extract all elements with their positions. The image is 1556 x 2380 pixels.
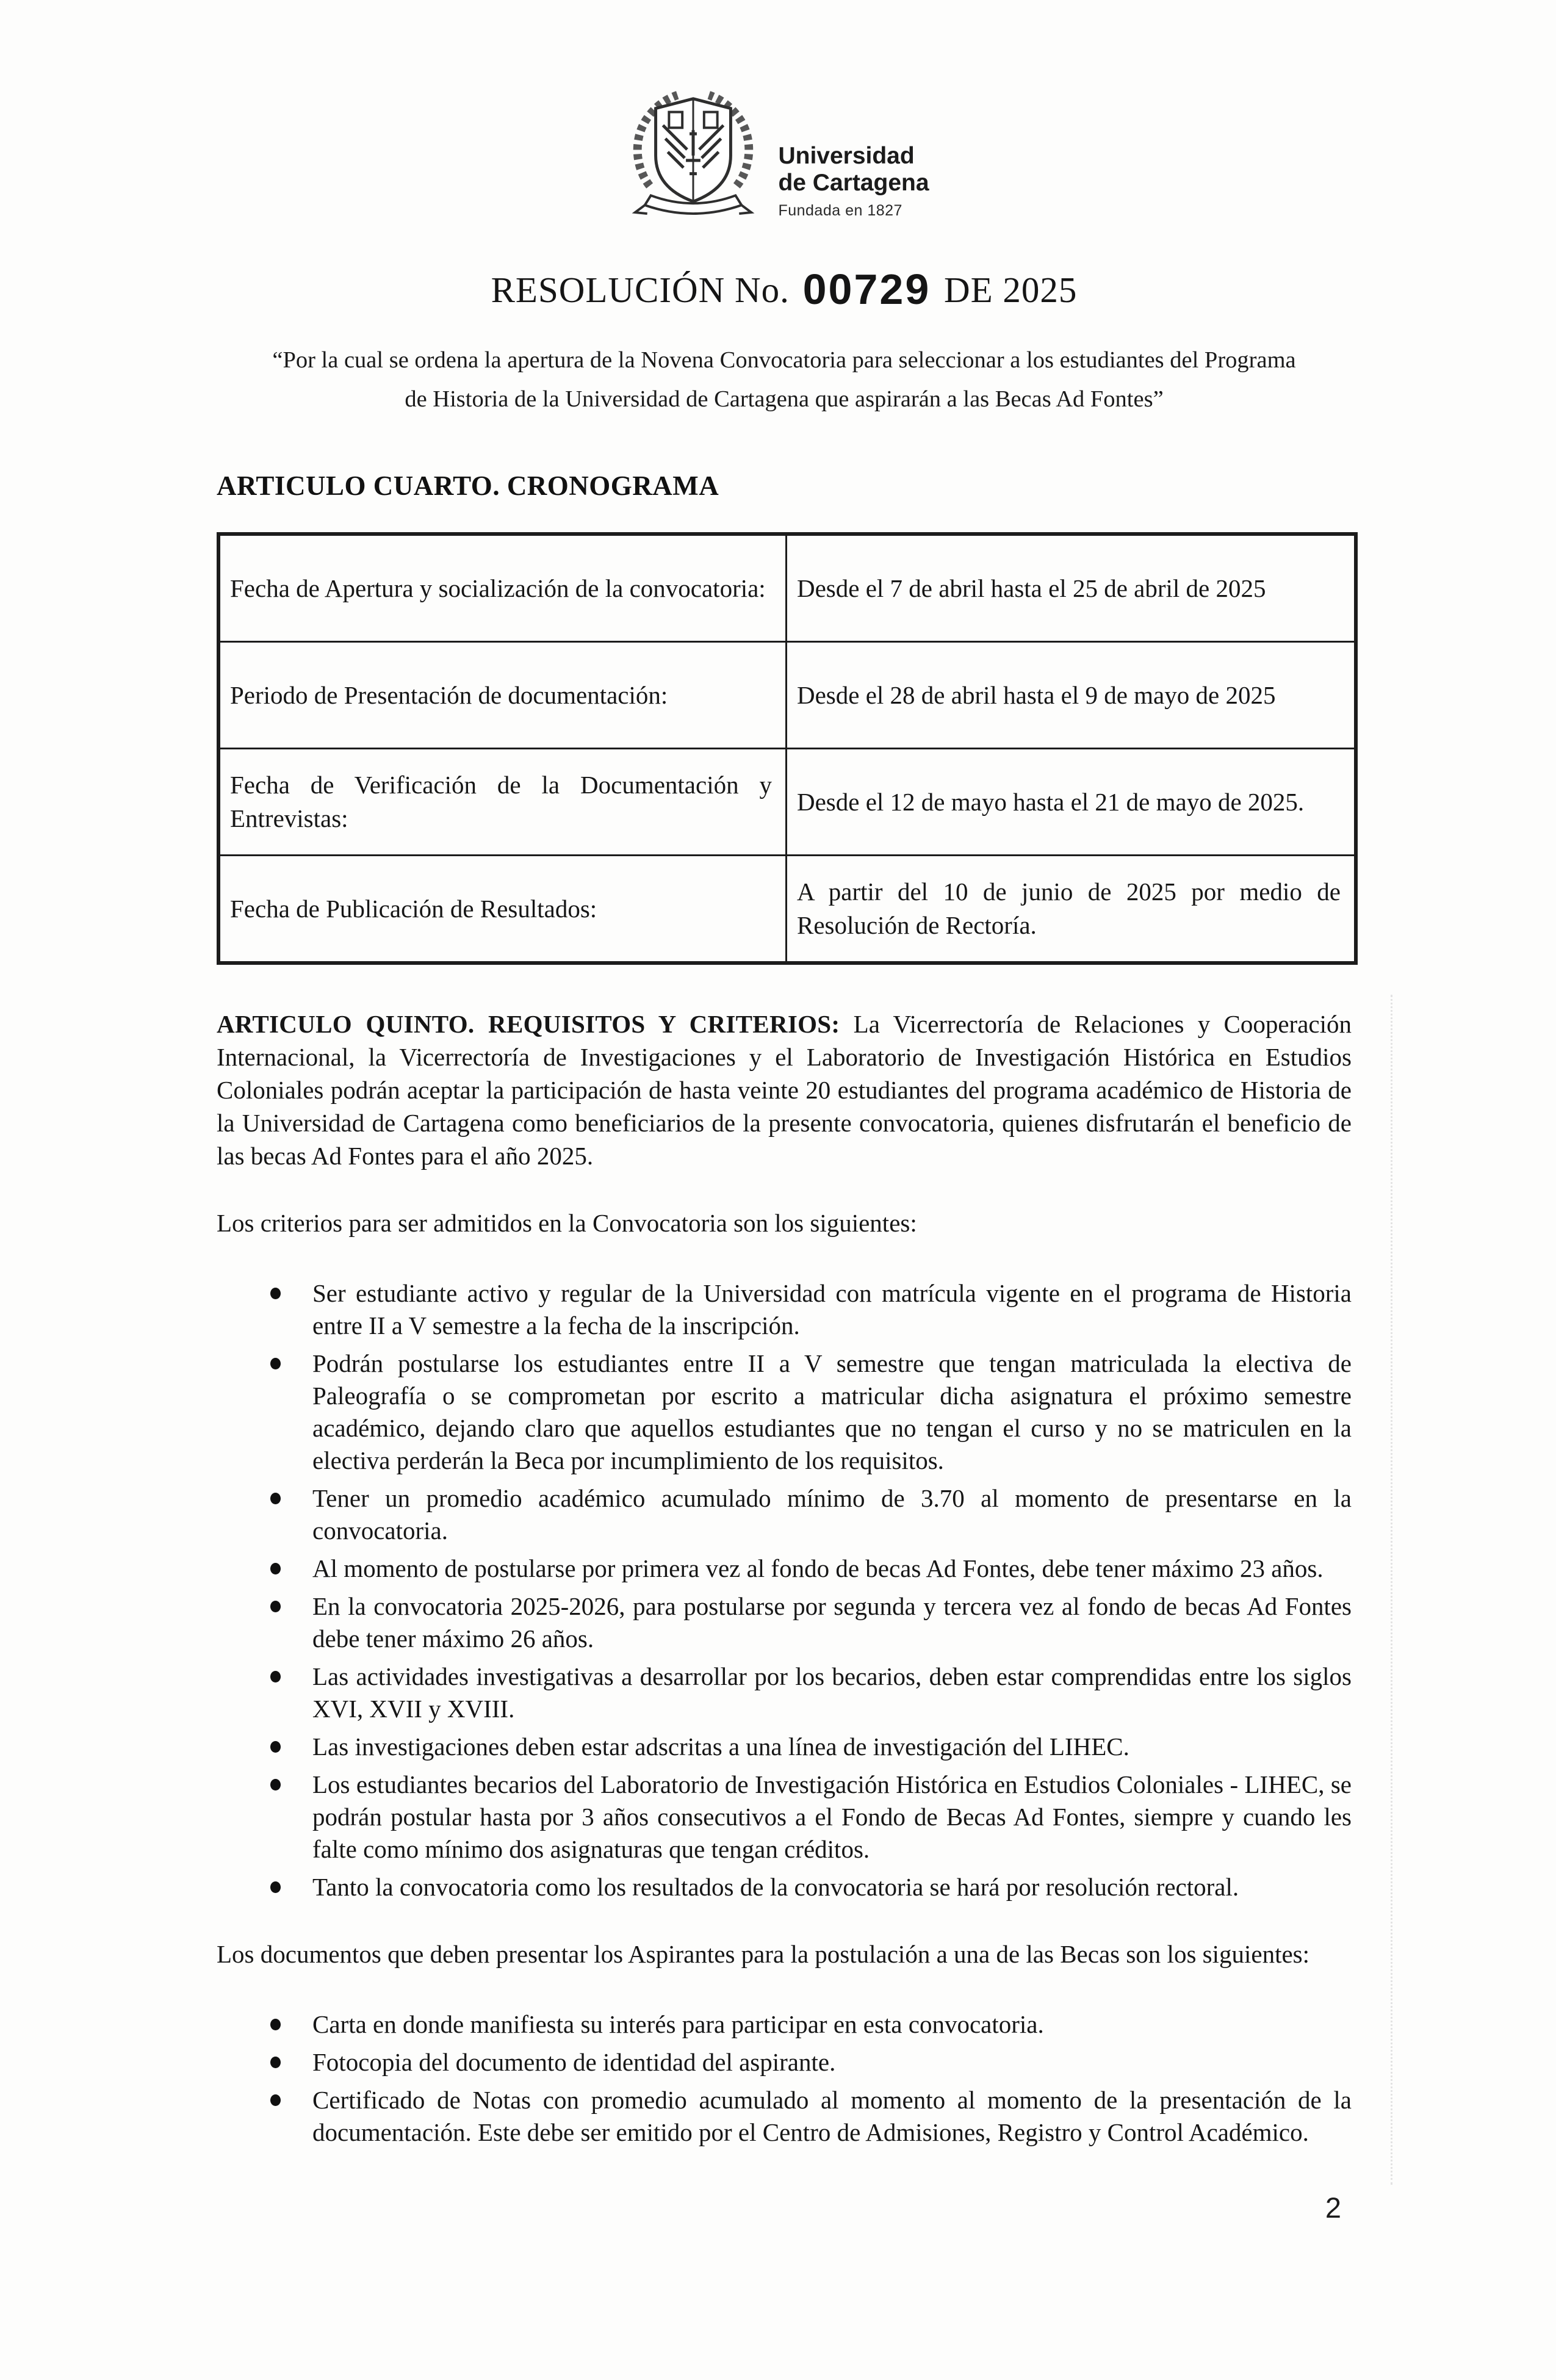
list-item: Carta en donde manifiesta su interés para participar en esta convocatoria. [217, 2008, 1352, 2041]
table-row [218, 534, 1356, 642]
list-item: Los estudiantes becarios del Laboratorio de Investigación Histórica en Estudios Coloniales - LIHEC, se podrán postular hasta por 3 años consecutivos a el Fondo de Becas Ad Fontes, siempre y cuando les falte como mínimo dos asignaturas que tengan créditos. [217, 1769, 1352, 1866]
row-label: Fecha de Apertura y socialización de la convocatoria: [218, 534, 787, 642]
list-item: En la convocatoria 2025-2026, para postularse por segunda y tercera vez al fondo de becas Ad Fontes debe tener máximo 26 años. [217, 1590, 1352, 1655]
table-row [218, 749, 1356, 856]
list-item: Las actividades investigativas a desarrollar por los becarios, deben estar comprendidas entre los siglos XVI, XVII y XVIII. [217, 1661, 1352, 1725]
row-value: Desde el 12 de mayo hasta el 21 de mayo de 2025. [787, 749, 1356, 856]
resolution-number-stamp: 00729 [802, 265, 931, 313]
list-item: Al momento de postularse por primera vez al fondo de becas Ad Fontes, debe tener máximo 23 años. [217, 1552, 1352, 1585]
criteria-intro: Los criterios para ser admitidos en la Convocatoria son los siguientes: [217, 1209, 917, 1237]
page-number: 2 [1325, 2191, 1341, 2224]
document-body [0, 265, 1556, 2149]
resolution-title-prefix: RESOLUCIÓN No. [491, 270, 790, 310]
row-value: Desde el 28 de abril hasta el 9 de mayo de 2025 [787, 642, 1356, 749]
resolution-title [217, 265, 1352, 314]
row-label: Periodo de Presentación de documentación: [218, 642, 787, 749]
list-item: Las investigaciones deben estar adscritas a una línea de investigación del LIHEC. [217, 1731, 1352, 1763]
articulo-quinto-paragraph [217, 1008, 1352, 1172]
subtitle-line-1: “Por la cual se ordena la apertura de la Novena Convocatoria para seleccionar a los estudiantes del Programa [272, 347, 1296, 373]
articulo-cuarto-heading: ARTICULO CUARTO. CRONOGRAMA [217, 471, 719, 501]
list-item: Podrán postularse los estudiantes entre II a V semestre que tengan matriculada la electiva de Paleografía o se comprometan por escrito a matricular dicha asignatura el próximo semestre académico, dejando claro que aquellos estudiantes que no tengan el curso y no se matriculen en la electiva perderán la Beca por incumplimiento de los requisitos. [217, 1347, 1352, 1477]
university-name-line1: Universidad [778, 143, 915, 169]
list-item: Tanto la convocatoria como los resultados de la convocatoria se hará por resolución rectoral. [217, 1871, 1352, 1903]
scan-artifact [1391, 995, 1392, 2185]
list-item: Fotocopia del documento de identidad del aspirante. [217, 2046, 1352, 2079]
table-row [218, 642, 1356, 749]
row-label: Fecha de Publicación de Resultados: [218, 856, 787, 964]
row-label: Fecha de Verificación de la Documentación y Entrevistas: [218, 749, 787, 856]
resolution-subtitle [217, 341, 1352, 419]
row-value: Desde el 7 de abril hasta el 25 de abril de 2025 [787, 534, 1356, 642]
cronograma-table [217, 532, 1358, 965]
documents-list [217, 2008, 1352, 2149]
university-crest-icon [627, 83, 760, 218]
list-item: Certificado de Notas con promedio acumulado al momento al momento de la presentación de la documentación. Este debe ser emitido por el Centro de Admisiones, Registro y Control Académico. [217, 2084, 1352, 2149]
table-row [218, 856, 1356, 964]
criteria-list [217, 1277, 1352, 1903]
documents-intro: Los documentos que deben presentar los Aspirantes para la postulación a una de las Becas son los siguientes: [217, 1940, 1310, 1968]
university-founded: Fundada en 1827 [778, 202, 902, 219]
resolution-title-suffix: DE 2025 [944, 270, 1078, 310]
articulo-quinto-heading: ARTICULO QUINTO. REQUISITOS Y CRITERIOS: [217, 1010, 840, 1038]
letterhead [0, 0, 1556, 220]
subtitle-line-2: de Historia de la Universidad de Cartagena que aspirarán a las Becas Ad Fontes” [405, 386, 1164, 412]
university-name-line2: de Cartagena [778, 170, 929, 196]
articulo-quinto-body: La Vicerrectoría de Relaciones y Cooperación Internacional, la Vicerrectoría de Investigaciones y el Laboratorio de Investigación Histórica en Estudios Coloniales podrán aceptar la participación de hasta veinte 20 estudiantes del programa académico de Historia de la Universidad de Cartagena como beneficiarios de la presente convocatoria, quienes disfrutarán el beneficio de las becas Ad Fontes para el año 2025. [217, 1010, 1352, 1170]
row-value: A partir del 10 de junio de 2025 por medio de Resolución de Rectoría. [787, 856, 1356, 964]
list-item: Ser estudiante activo y regular de la Universidad con matrícula vigente en el programa de Historia entre II a V semestre a la fecha de la inscripción. [217, 1277, 1352, 1342]
list-item: Tener un promedio académico acumulado mínimo de 3.70 al momento de presentarse en la convocatoria. [217, 1482, 1352, 1547]
university-wordmark [778, 143, 929, 220]
